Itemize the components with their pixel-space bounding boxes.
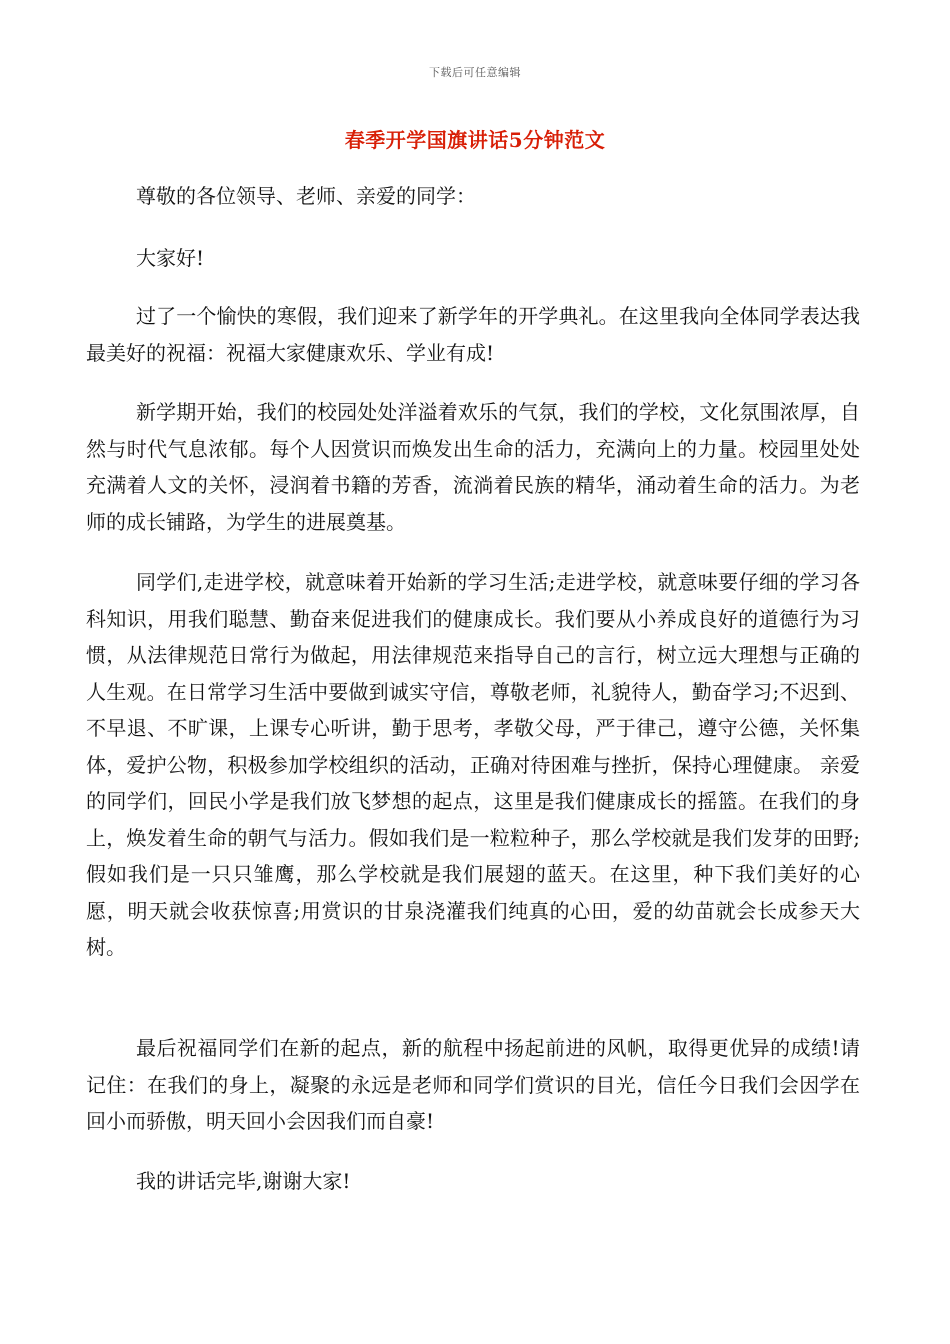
paragraph-1: 过了一个愉快的寒假，我们迎来了新学年的开学典礼。在这里我向全体同学表达我最美好的祝福：祝福大家健康欢乐、学业有成! bbox=[86, 304, 860, 365]
hello-line: 大家好! bbox=[136, 246, 205, 270]
greeting-line: 尊敬的各位领导、老师、亲爱的同学： bbox=[136, 184, 476, 208]
paragraph-3: 同学们,走进学校，就意味着开始新的学习生活;走进学校，就意味要仔细的学习各科知识，用我们聪慧、勤奋来促进我们的健康成长。我们要从小养成良好的道德行为习惯，从法律规范日常行为做起，用法律规范来指导自己的言行，树立远大理想与正确的人生观。在日常学习生活中要做到诚实守信，尊敬老师，礼貌待人，勤奋学习;不迟到、不早退、不旷课，上课专心听讲，勤于思考，孝敬父母，严于律己，遵守公德，关怀集体，爱护公物，积极参加学校组织的活动，正确对待困难与挫折，保持心理健康。 亲爱的同学们，回民小学是我们放飞梦想的起点，这里是我们健康成长的摇篮。在我们的身上，焕发着生命的朝气与活力。假如我们是一粒粒种子，那么学校就是我们发芽的田野;假如我们是一只只雏鹰，那么学校就是我们展翅的蓝天。在这里，种下我们美好的心愿，明天就会收获惊喜;用赏识的甘泉浇灌我们纯真的心田，爱的幼苗就会长成参天大树。 bbox=[86, 570, 860, 959]
document-title: 春季开学国旗讲话5分钟范文 bbox=[344, 128, 606, 152]
paragraph-2: 新学期开始，我们的校园处处洋溢着欢乐的气氛，我们的学校，文化氛围浓厚，自然与时代气息浓郁。每个人因赏识而焕发出生命的活力，充满向上的力量。校园里处处充满着人文的关怀，浸润着书籍的芳香，流淌着民族的精华，涌动着生命的活力。为老师的成长铺路，为学生的进展奠基。 bbox=[86, 400, 860, 534]
closing-line: 我的讲话完毕,谢谢大家! bbox=[136, 1169, 351, 1193]
paragraph-4: 最后祝福同学们在新的起点，新的航程中扬起前进的风帆，取得更优异的成绩!请记住：在我们的身上，凝聚的永远是老师和同学们赏识的目光，信任今日我们会因学在回小而骄傲，明天回小会因我们而自豪! bbox=[86, 1036, 860, 1133]
header-note: 下载后可任意编辑 bbox=[429, 66, 521, 79]
